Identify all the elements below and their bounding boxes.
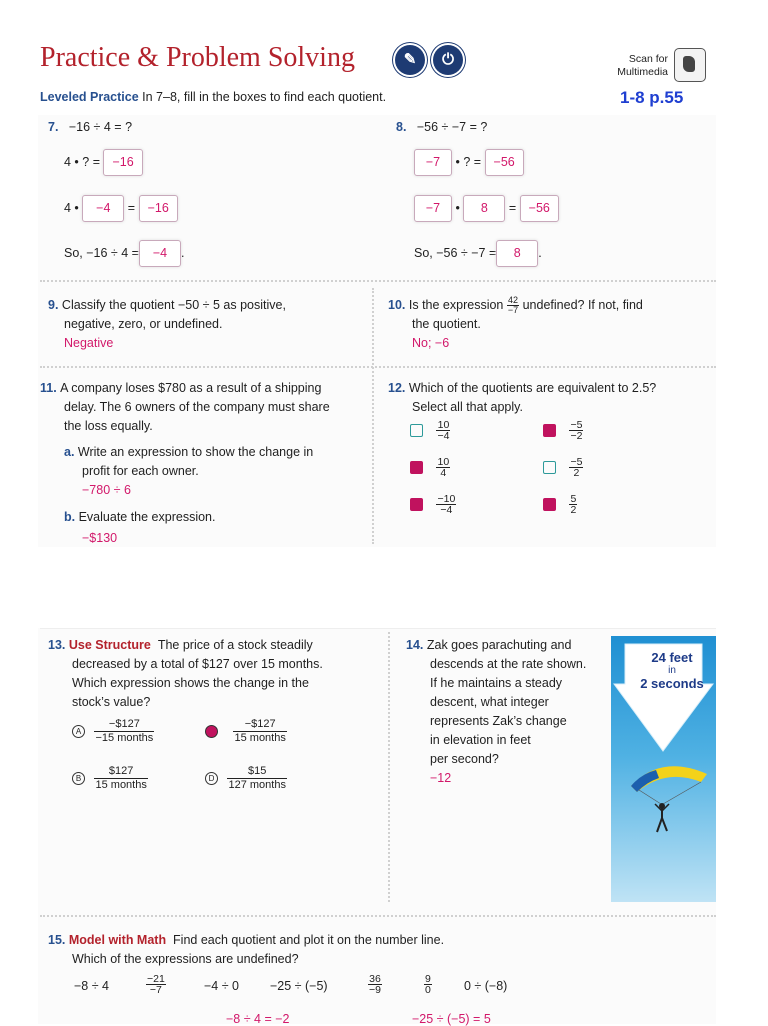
answer-box[interactable]: −16 [103, 149, 142, 176]
problem-number: 12. [388, 381, 406, 395]
question-text: descent, what integer [430, 695, 549, 709]
answer-box[interactable]: −16 [139, 195, 178, 222]
numerator: −$127 [233, 718, 286, 732]
problem-13 [48, 636, 323, 712]
part-label: b. [64, 510, 76, 524]
denominator: −9 [369, 984, 381, 996]
problem-number: 11. [40, 381, 57, 395]
row-text: 4 • ? = [64, 155, 100, 169]
denominator: −7 [507, 305, 519, 316]
question-text: Which expression shows the change in the [72, 676, 309, 690]
fraction [94, 765, 147, 792]
checkbox-1[interactable] [410, 424, 423, 437]
denominator: 4 [440, 467, 447, 479]
denominator: 2 [573, 467, 580, 479]
answer-text: Negative [64, 336, 114, 350]
answer-box[interactable]: −56 [520, 195, 559, 222]
expression-7: 0 ÷ (−8) [464, 979, 508, 993]
denominator: −7 [149, 984, 162, 996]
scan-label [606, 53, 668, 79]
fraction [94, 718, 154, 745]
column-divider [388, 632, 390, 902]
denominator: −2 [570, 430, 583, 442]
scan-line1: Scan for [628, 53, 668, 65]
option-b[interactable] [72, 765, 148, 792]
problem-number: 10. [388, 298, 406, 312]
fraction [227, 765, 286, 792]
numerator: −10 [437, 493, 456, 505]
fraction [569, 494, 577, 515]
question-text: Write an expression to show the change in [77, 445, 314, 459]
checkbox-5[interactable] [410, 498, 423, 511]
problem-number: 8. [396, 120, 407, 134]
numerator: 10 [437, 456, 450, 468]
denominator: 2 [570, 504, 577, 516]
numerator: −5 [570, 456, 583, 468]
numerator: −21 [147, 973, 165, 985]
expression-3: −4 ÷ 0 [204, 979, 240, 993]
numerator: 10 [437, 419, 450, 431]
expression-5 [368, 974, 382, 995]
question-text: −56 ÷ −7 = ? [416, 120, 488, 134]
instructions-label: Leveled Practice [40, 90, 139, 104]
answer-text: −12 [430, 771, 452, 785]
option-letter[interactable]: D [205, 772, 218, 785]
skill-label: Model with Math [68, 933, 167, 947]
option-1[interactable] [410, 420, 450, 441]
answer-box[interactable]: −7 [414, 149, 452, 176]
dot-symbol: • [455, 201, 460, 215]
problem-number: 15. [48, 933, 66, 947]
checkbox-4[interactable] [543, 461, 556, 474]
numerator: −$127 [94, 718, 154, 732]
problem-7-question [48, 118, 132, 137]
arrow-label [611, 650, 733, 691]
option-letter[interactable]: A [72, 725, 85, 738]
question-text: decreased by a total of $127 over 15 months. [72, 657, 323, 671]
question-text: undefined? If not, find [522, 298, 643, 312]
equals-sign: = [508, 201, 517, 215]
parachute-image [611, 636, 716, 902]
denominator: −4 [437, 430, 450, 442]
row-text: So, −56 ÷ −7 = [414, 246, 497, 260]
option-selected[interactable] [205, 725, 218, 738]
pencil-edit-icon[interactable]: ✎ [395, 45, 425, 75]
problem-7-row2 [64, 195, 178, 222]
answer-box[interactable]: −56 [485, 149, 524, 176]
row-text: 4 • [64, 201, 79, 215]
numerator: 36 [369, 973, 381, 985]
numerator: 42 [507, 295, 518, 306]
question-text: profit for each owner. [82, 464, 199, 478]
question-text: stock’s value? [72, 695, 151, 709]
question-text: in elevation in feet [430, 733, 531, 747]
question-text: descends at the rate shown. [430, 657, 587, 671]
fraction [436, 420, 450, 441]
option-2[interactable] [543, 420, 583, 441]
problem-8-row1 [414, 149, 524, 176]
skill-label: Use Structure [68, 638, 151, 652]
denominator: −15 months [95, 732, 154, 744]
instructions-text: In 7–8, fill in the boxes to find each quotient. [142, 90, 387, 104]
answer-box[interactable]: 8 [463, 195, 505, 222]
problem-8-row3 [414, 240, 542, 267]
question-text: represents Zak’s change [430, 714, 567, 728]
question-text: per second? [430, 752, 499, 766]
problem-7-row1 [64, 149, 143, 176]
problem-7-row3 [64, 240, 184, 267]
fraction [436, 457, 450, 478]
option-3[interactable] [410, 457, 450, 478]
fraction [507, 296, 519, 315]
numerator: $15 [227, 765, 286, 779]
divider [40, 280, 716, 282]
question-text: Classify the quotient −50 ÷ 5 as positive, [61, 298, 286, 312]
option-6[interactable] [543, 494, 577, 515]
denominator: 0 [425, 984, 431, 996]
checkbox-6[interactable] [543, 498, 556, 511]
question-text: the quotient. [412, 317, 481, 332]
problem-12 [388, 379, 656, 417]
question-text: negative, zero, or undefined. [64, 317, 223, 331]
problem-8-question [396, 118, 487, 137]
option-a[interactable] [72, 718, 154, 745]
numerator: 5 [570, 493, 577, 505]
question-text: Is the expression [408, 298, 504, 312]
option-d[interactable] [205, 765, 287, 792]
question-text: −16 ÷ 4 = ? [68, 120, 133, 134]
checkbox-3[interactable] [410, 461, 423, 474]
row-text: So, −16 ÷ 4 = [64, 246, 139, 260]
divider [40, 915, 716, 917]
fraction [569, 420, 583, 441]
part-label: a. [64, 445, 75, 459]
answer-text-2: −25 ÷ (−5) = 5 [412, 1012, 491, 1026]
question-text: Which of the expressions are undefined? [72, 952, 299, 966]
answer-text: −780 ÷ 6 [82, 483, 131, 497]
question-text: Which of the quotients are equivalent to 2.5? [408, 381, 657, 395]
question-text: Evaluate the expression. [78, 510, 216, 524]
question-text: delay. The 6 owners of the company must share [64, 400, 330, 414]
question-text: A company loses $780 as a result of a shipping [60, 381, 322, 395]
checkbox-2[interactable] [543, 424, 556, 437]
problem-number: 9. [48, 298, 59, 312]
fraction [569, 457, 583, 478]
denominator: 127 months [228, 779, 286, 791]
option-letter[interactable]: B [72, 772, 85, 785]
fraction [436, 494, 456, 515]
multimedia-icon[interactable] [674, 48, 706, 82]
arrow-line2: in [668, 665, 676, 676]
answer-box[interactable]: −7 [414, 195, 452, 222]
denominator: 15 months [234, 732, 286, 744]
page-reference: 1-8 p.55 [620, 88, 684, 107]
period: . [180, 246, 185, 260]
numerator: −5 [570, 419, 583, 431]
period: . [538, 246, 542, 260]
numerator: 9 [425, 973, 431, 985]
divider [40, 366, 716, 368]
numerator: $127 [94, 765, 147, 779]
question-text: If he maintains a steady [430, 676, 563, 690]
option-c[interactable] [205, 718, 287, 745]
expression-2 [146, 974, 166, 995]
answer-box[interactable]: −4 [139, 240, 181, 267]
problem-number: 13. [48, 638, 66, 652]
option-5[interactable] [410, 494, 456, 515]
scan-line2: Multimedia [617, 66, 668, 78]
answer-text: −$130 [82, 531, 118, 545]
problem-14 [406, 636, 586, 788]
equals-sign: = [127, 201, 136, 215]
denominator: −4 [440, 504, 453, 516]
arrow-line3: 2 seconds [640, 676, 704, 691]
problem-number: 14. [406, 638, 424, 652]
question-text: the loss equally. [64, 419, 153, 433]
answer-text-1: −8 ÷ 4 = −2 [226, 1012, 290, 1026]
denominator: 15 months [95, 779, 147, 791]
problem-8-row2 [414, 195, 559, 222]
question-text: Zak goes parachuting and [426, 638, 572, 652]
question-text: Select all that apply. [412, 400, 523, 414]
question-text: Find each quotient and plot it on the number line. [173, 933, 445, 947]
fraction [233, 718, 286, 745]
expression-6 [424, 974, 432, 995]
page-title: Practice & Problem Solving [40, 42, 355, 73]
arrow-line1: 24 feet [651, 650, 693, 665]
problem-number: 7. [48, 120, 59, 134]
answer-text: No; −6 [412, 336, 450, 351]
answer-box[interactable]: 8 [496, 240, 538, 267]
option-4[interactable] [543, 457, 583, 478]
column-divider [372, 288, 374, 544]
problem-15 [48, 931, 444, 969]
expression-1: −8 ÷ 4 [74, 979, 110, 993]
question-text: The price of a stock steadily [157, 638, 313, 652]
row-text: • ? = [455, 155, 482, 169]
problem-9 [48, 296, 286, 353]
answer-box[interactable]: −4 [82, 195, 124, 222]
expression-4: −25 ÷ (−5) [270, 979, 328, 993]
section-top [40, 628, 716, 629]
instructions [40, 88, 386, 107]
power-icon[interactable]: ⏻ [433, 45, 463, 75]
problem-10 [388, 296, 643, 353]
problem-11 [40, 379, 330, 548]
